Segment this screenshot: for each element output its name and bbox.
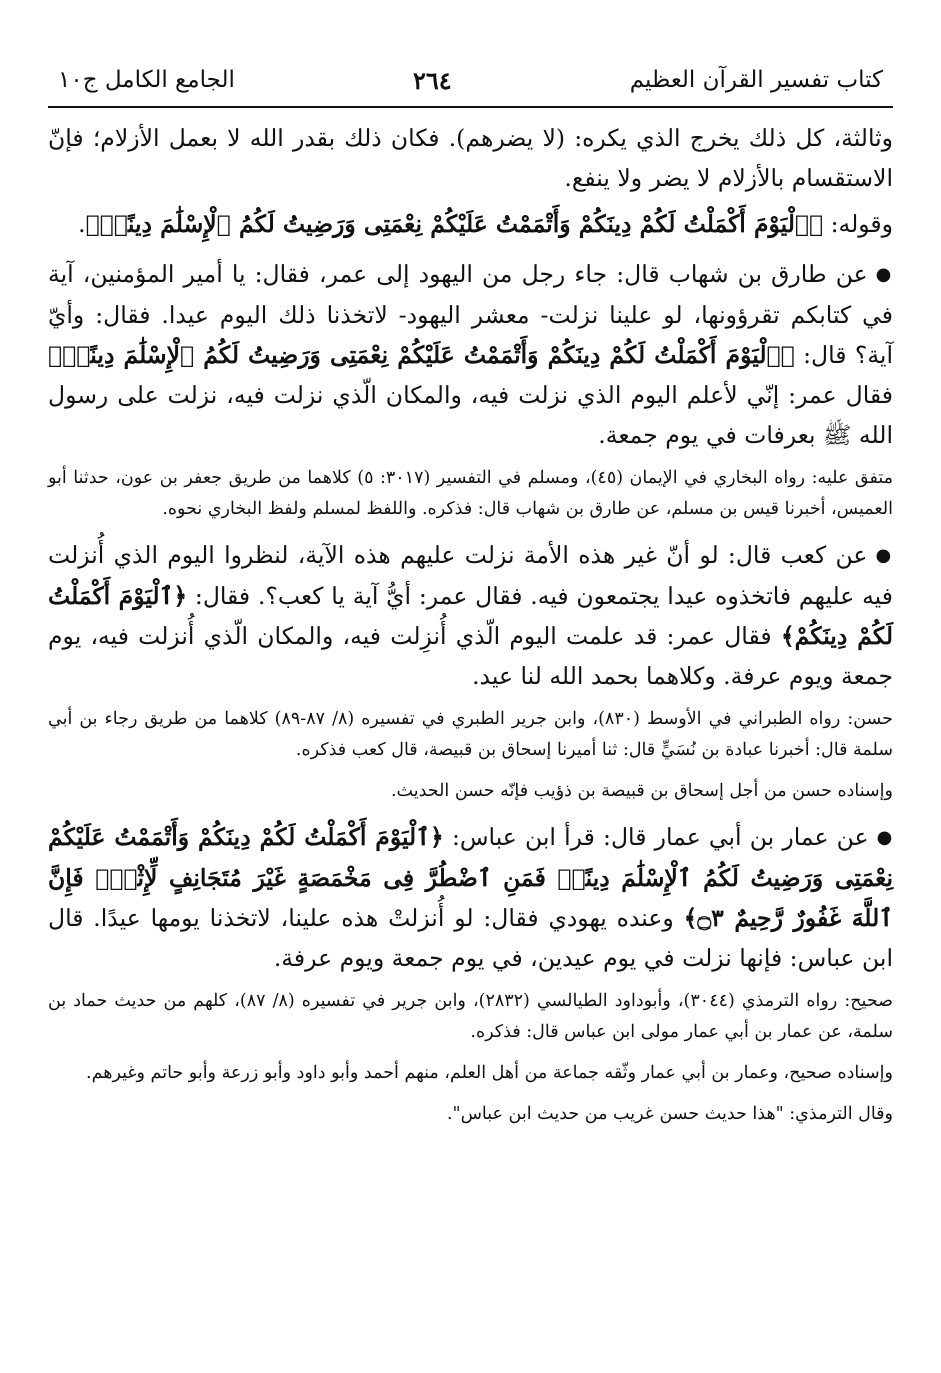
- hadith-text: [48, 254, 893, 455]
- running-header: [48, 62, 893, 98]
- takhrij-note: [48, 986, 893, 1048]
- bullet-icon: ●: [875, 545, 893, 566]
- bullet-icon: ●: [875, 264, 893, 285]
- note-text: وقال الترمذي: "هذا حديث حسن غريب من حديث ابن عباس".: [446, 1104, 893, 1124]
- header-divider: [48, 106, 893, 108]
- paragraph-text: وقوله:: [823, 210, 893, 238]
- hadith-narration: وعنده يهودي فقال: لو أُنزلتْ هذه علينا، لاتخذنا يومها عيدًا. قال ابن عباس: فإنها نزلت في يوم عيدين، في يوم جمعة ويوم عرفة.: [48, 904, 893, 972]
- hadith-narration: عن كعب قال: لو أنّ غير هذه الأمة نزلت عليهم هذه الآية، لنظروا اليوم الذي أُنزلت فيه عليهم فاتخذوه عيدا يجتمعون فيه. فقال عمر: أيُّ آية يا كعب؟. فقال:: [48, 541, 893, 610]
- paragraph-text: وثالثة، كل ذلك يخرج الذي يكره: (لا يضرهم). فكان ذلك بقدر الله لا بعمل الأزلام؛ فإنّ الاستقسام بالأزلام لا يضر ولا ينفع.: [48, 124, 893, 192]
- takhrij-note: [48, 463, 893, 525]
- takhrij-note: [48, 1058, 893, 1089]
- page-body: [48, 118, 893, 1130]
- hadith-text: [48, 817, 893, 978]
- quran-verse: ﴿ٱلْيَوْمَ أَكْمَلْتُ لَكُمْ دِينَكُمْ﴾: [48, 582, 894, 650]
- takhrij-note: [48, 704, 893, 766]
- note-text: وإسناده حسن من أجل إسحاق بن قبيصة بن ذؤيب فإنّه حسن الحديث.: [390, 781, 893, 801]
- hadith-narration: فقال عمر: قد علمت اليوم الّذي أُنزِلت فيه، والمكان الّذي أُنزلت فيه، يوم جمعة ويوم عرفة. وكلاهما بحمد الله لنا عيد.: [48, 622, 893, 690]
- takhrij-note: [48, 1099, 893, 1130]
- bullet-icon: ●: [876, 827, 893, 848]
- quran-verse: ﴿ٱلْيَوْمَ أَكْمَلْتُ لَكُمْ دِينَكُمْ وَأَتْمَمْتُ عَلَيْكُمْ نِعْمَتِى وَرَضِيتُ لَكُمُ ٱلْإِسْلَٰمَ دِينًاۚ فَمَنِ ٱضْطُرَّ فِى مَخْمَصَةٍ غَيْرَ مُتَجَانِفٍ لِّإِثْمٍۙ فَإِنَّ ٱللَّهَ غَفُورٌ رَّحِيمٌ ۝٣﴾: [48, 823, 893, 932]
- note-text: متفق عليه: رواه البخاري في الإيمان (٤٥)، ومسلم في التفسير (٣٠١٧: ٥) كلاهما من طريق جعفر بن عون، حدثنا أبو العميس، أخبرنا قيس بن مسلم، عن طارق بن شهاب قال: فذكره. واللفظ لمسلم ولفظ البخاري نحوه.: [48, 468, 893, 519]
- book-page: [48, 0, 893, 1373]
- paragraph: [48, 204, 893, 244]
- book-title: كتاب تفسير القرآن العظيم: [629, 67, 883, 93]
- page-number: ٢٦٤: [412, 65, 452, 95]
- note-text: صحيح: رواه الترمذي (٣٠٤٤)، وأبوداود الطيالسي (٢٨٣٢)، وابن جرير في تفسيره (٨/ ٨٧)، كلهم من حديث حماد بن سلمة، عن عمار بن أبي عمار مولى ابن عباس قال: فذكره.: [48, 991, 893, 1042]
- series-title: الجامع الكامل ج١٠: [58, 67, 235, 93]
- hadith-narration: عن طارق بن شهاب قال: جاء رجل من اليهود إلى عمر، فقال: يا أمير المؤمنين، آية في كتابكم تقرؤونها، لو علينا نزلت- معشر اليهود- لاتخذنا ذلك اليوم عيدا. فقال: وأيّ آية؟ قال:: [48, 260, 894, 369]
- takhrij-note: [48, 776, 893, 807]
- paragraph: [48, 118, 893, 198]
- quran-verse: ﴿ٱلْيَوْمَ أَكْمَلْتُ لَكُمْ دِينَكُمْ وَأَتْمَمْتُ عَلَيْكُمْ نِعْمَتِى وَرَضِيتُ لَكُمُ ٱلْإِسْلَٰمَ دِينًاۚ﴾: [48, 341, 795, 369]
- note-text: حسن: رواه الطبراني في الأوسط (٨٣٠)، وابن جرير الطبري في تفسيره (٨/ ٨٧-٨٩) كلاهما من طريق رجاء بن أبي سلمة قال: أخبرنا عبادة بن نُسَيٍّ قال: ثنا أميرنا إسحاق بن قبيصة، قال كعب فذكره.: [48, 709, 893, 760]
- note-text: وإسناده صحيح، وعمار بن أبي عمار وثّقه جماعة من أهل العلم، منهم أحمد وأبو داود وأبو زرعة وأبو حاتم وغيرهم.: [86, 1063, 893, 1083]
- paragraph-text: .: [78, 210, 86, 238]
- hadith-narration: فقال عمر: إنّي لأعلم اليوم الذي نزلت فيه، والمكان الّذي نزلت فيه، نزلت على رسول الله ﷺ بعرفات في يوم جمعة.: [48, 381, 893, 449]
- hadith-text: [48, 535, 893, 696]
- hadith-narration: عن عمار بن أبي عمار قال: قرأ ابن عباس:: [443, 823, 869, 851]
- quran-verse: ﴿ٱلْيَوْمَ أَكْمَلْتُ لَكُمْ دِينَكُمْ وَأَتْمَمْتُ عَلَيْكُمْ نِعْمَتِى وَرَضِيتُ لَكُمُ ٱلْإِسْلَٰمَ دِينًاۚ﴾: [85, 210, 824, 238]
